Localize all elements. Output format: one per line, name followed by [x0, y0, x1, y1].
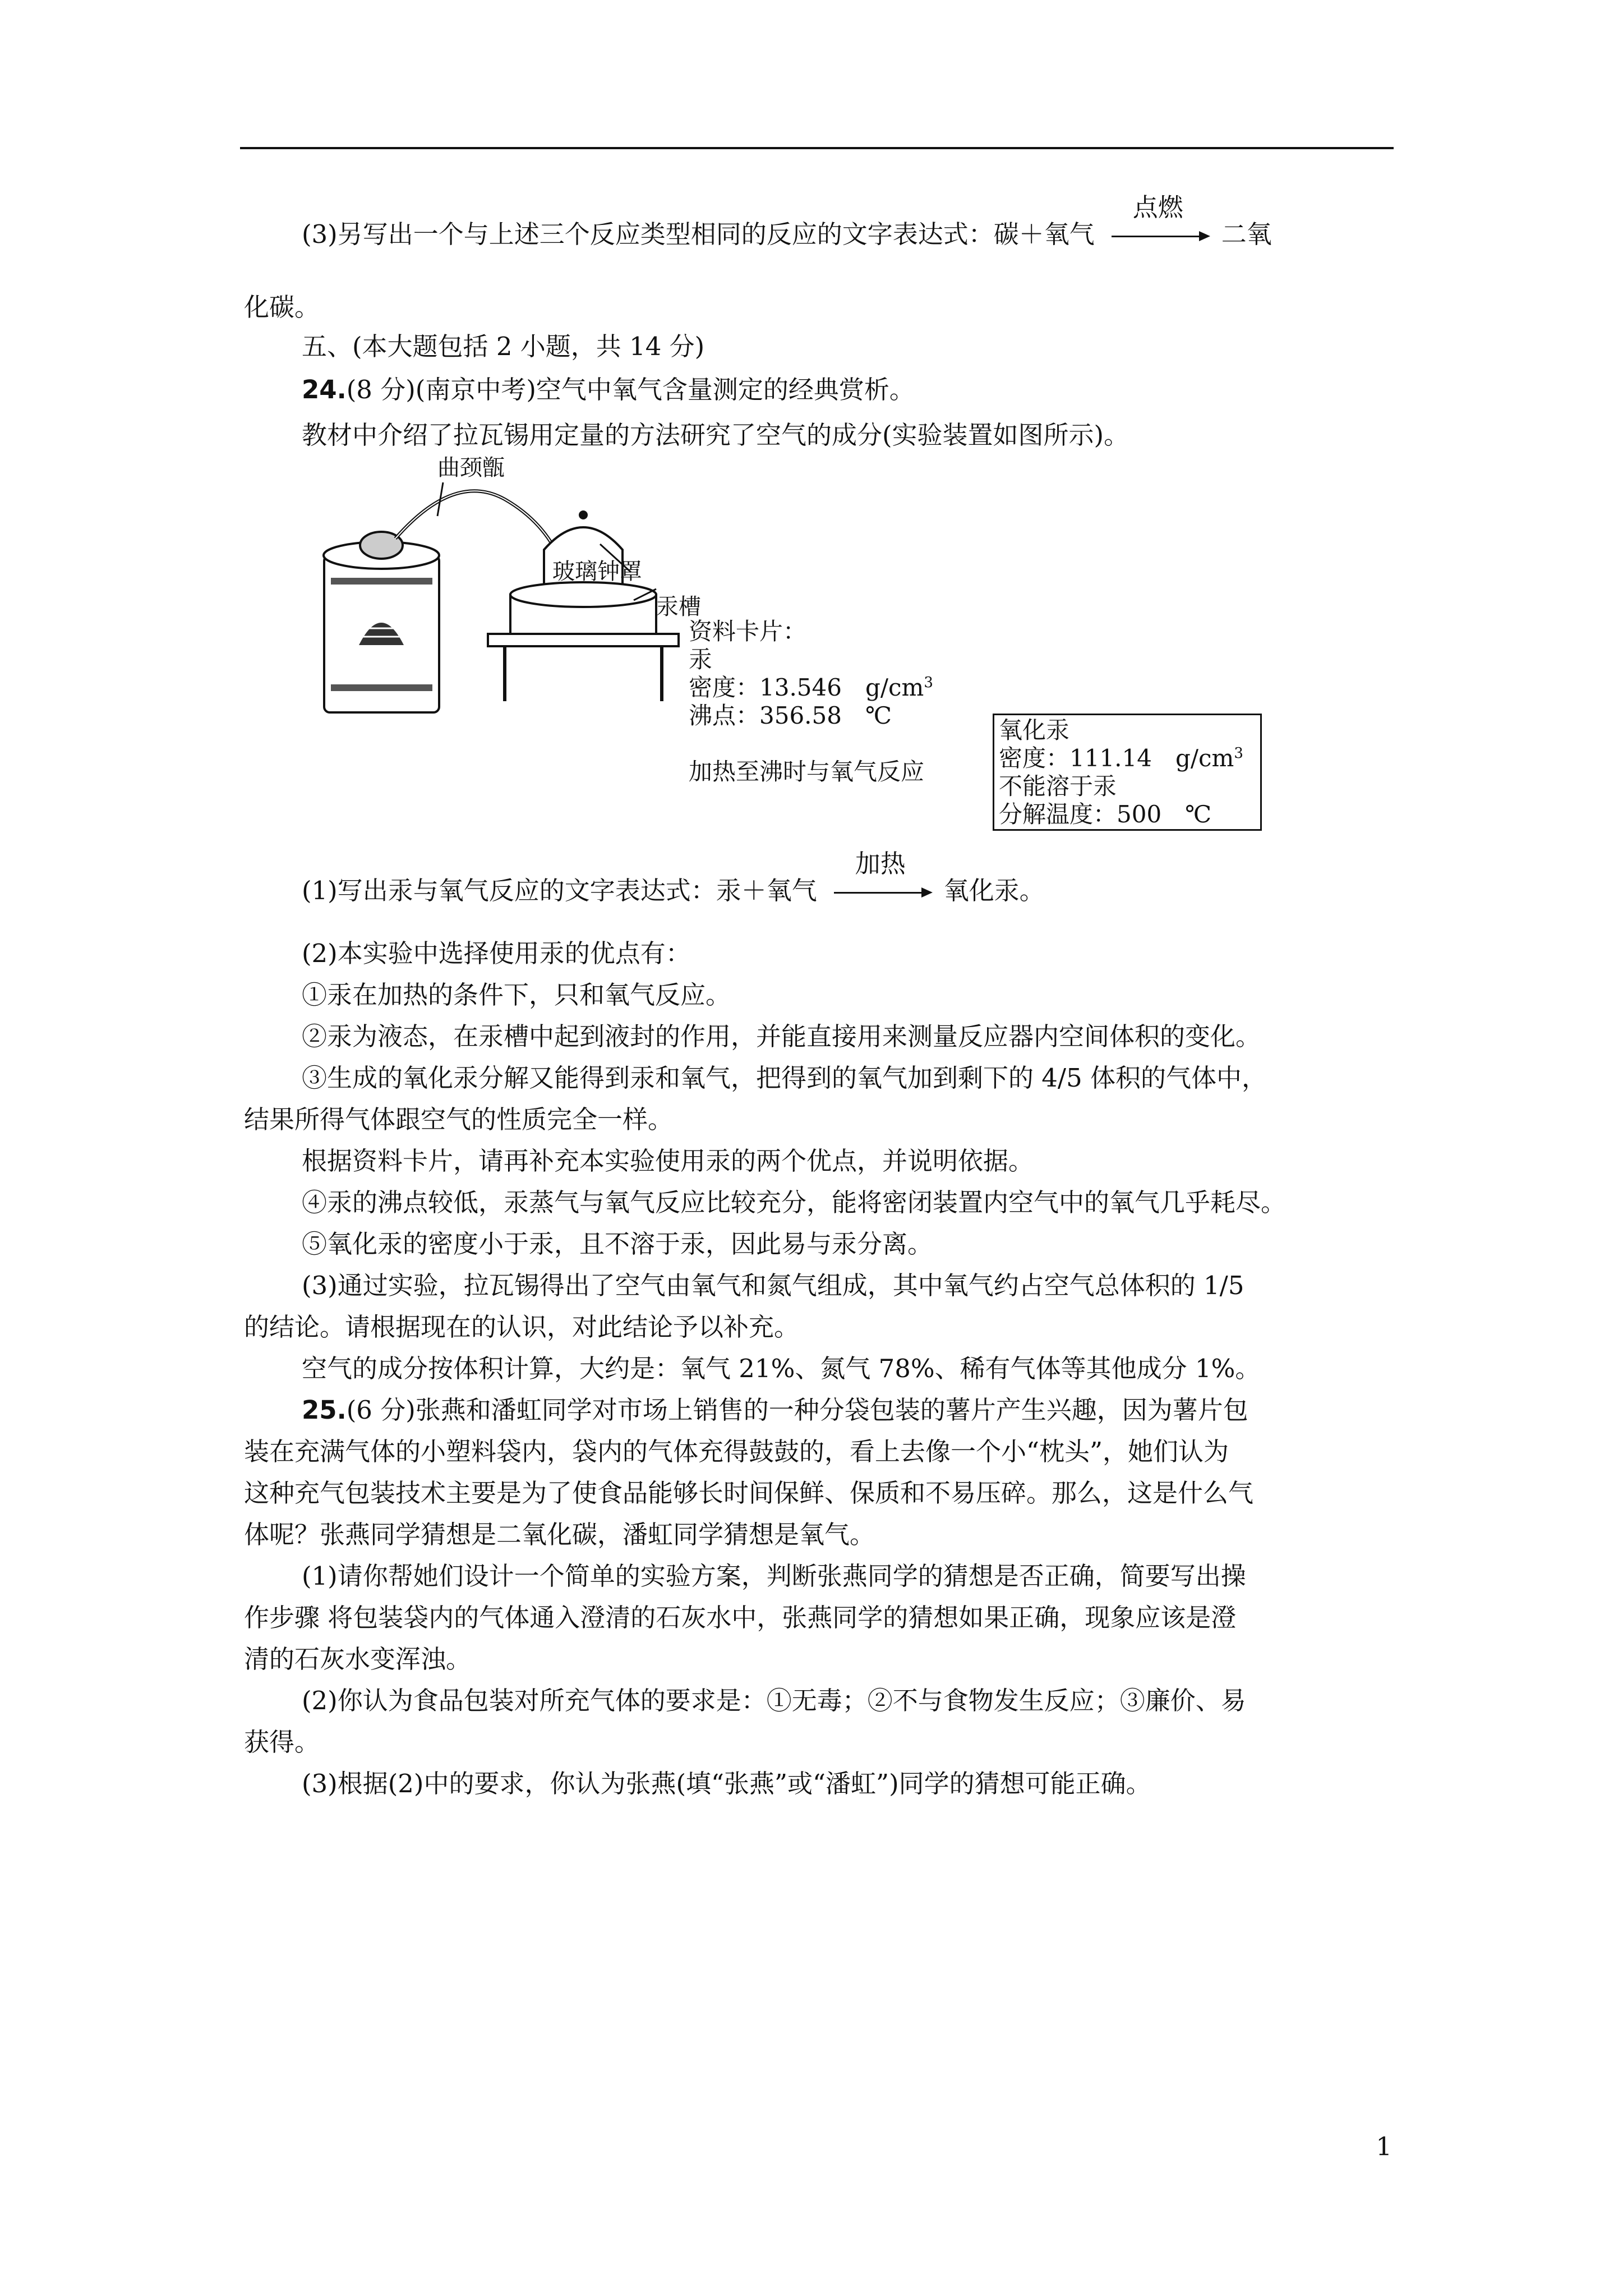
card-mercury: 汞 — [689, 646, 713, 673]
reaction-arrow: 加热 — [827, 875, 934, 907]
label-furnace: 火炉 — [365, 660, 394, 677]
oxide-density: 密度：111.14 $g/cm^3$ — [999, 744, 1243, 772]
page-number: 1 — [1376, 2132, 1392, 2161]
q25-part1c: 清的石灰水变浑浊。 — [244, 1644, 472, 1674]
q24-part3-answer: 空气的成分按体积计算，大约是：氧气 21%、氮气 78%、稀有气体等其他成分 1%。 — [302, 1354, 1261, 1383]
card-density: 密度：13.546 $g/cm^3$ — [689, 674, 933, 701]
reaction-arrow: 点燃 — [1105, 219, 1211, 250]
q24-part3a: (3)通过实验，拉瓦锡得出了空气由氧气和氮气组成，其中氧气约占空气总体积的 1/5 — [302, 1271, 1244, 1300]
q25-part3: (3)根据(2)中的要求，你认为张燕(填“张燕”或“潘虹”)同学的猜想可能正确。 — [302, 1769, 1151, 1798]
mercury-oxide-box — [993, 714, 1262, 831]
card-heat-reaction: 加热至沸时与氧气反应 — [689, 758, 925, 785]
q25-line3: 这种充气包装技术主要是为了使食品能够长时间保鲜、保质和不易压碎。那么，这是什么气 — [244, 1478, 1254, 1508]
q24-advantage-5: ⑤氧化汞的密度小于汞，且不溶于汞，因此易与汞分离。 — [302, 1229, 933, 1259]
q24-advantage-3b: 结果所得气体跟空气的性质完全一样。 — [244, 1105, 674, 1134]
label-bell-jar: 玻璃钟罩 — [552, 559, 642, 585]
q25-line4: 体呢？张燕同学猜想是二氧化碳，潘虹同学猜想是氧气。 — [244, 1520, 875, 1549]
q24-advantage-4: ④汞的沸点较低，汞蒸气与氧气反应比较充分，能将密闭装置内空气中的氧气几乎耗尽。 — [302, 1188, 1287, 1217]
q24-part1: (1)写出汞与氧气反应的文字表达式：汞＋氧气 加热 氧化汞。 — [302, 849, 1045, 905]
q23-part3-line1: (3)另写出一个与上述三个反应类型相同的反应的文字表达式：碳＋氧气 点燃 二氧 — [302, 192, 1272, 249]
header-rule — [240, 147, 1394, 149]
q24-heading: 24.(8 分)(南京中考)空气中氧气含量测定的经典赏析。 — [302, 375, 915, 404]
q24-part2: (2)本实验中选择使用汞的优点有： — [302, 938, 691, 968]
q25-part2a: (2)你认为食品包装对所充气体的要求是：①无毒；②不与食物发生反应；③廉价、易 — [302, 1686, 1246, 1715]
oxide-insoluble: 不能溶于汞 — [999, 772, 1117, 800]
q25-line2: 装在充满气体的小塑料袋内，袋内的气体充得鼓鼓的，看上去像一个小“枕头”，她们认为 — [244, 1437, 1229, 1466]
q24-advantage-3a: ③生成的氧化汞分解又能得到汞和氧气，把得到的氧气加到剩下的 4/5 体积的气体中， — [302, 1063, 1267, 1093]
label-trough: 汞槽 — [656, 594, 701, 620]
q25-line1: 25.(6 分)张燕和潘虹同学对市场上销售的一种分袋包装的薯片产生兴趣，因为薯片包 — [302, 1395, 1248, 1425]
q25-part1a: (1)请你帮她们设计一个简单的实验方案，判断张燕同学的猜想是否正确，简要写出操 — [302, 1561, 1246, 1591]
q24-intro: 教材中介绍了拉瓦锡用定量的方法研究了空气的成分(实验装置如图所示)。 — [302, 420, 1129, 450]
q24-part3b: 的结论。请根据现在的认识，对此结论予以补充。 — [244, 1312, 800, 1342]
card-boiling-point: 沸点：356.58 ℃ — [689, 702, 892, 729]
oxide-decomp: 分解温度：500 ℃ — [999, 800, 1212, 828]
card-title: 资料卡片： — [689, 618, 807, 645]
label-retort: 曲颈甑 — [437, 455, 505, 481]
oxide-name: 氧化汞 — [999, 716, 1070, 744]
q25-part2b: 获得。 — [244, 1727, 320, 1757]
q24-supplement: 根据资料卡片，请再补充本实验使用汞的两个优点，并说明依据。 — [302, 1146, 1034, 1176]
q24-advantage-2: ②汞为液态，在汞槽中起到液封的作用，并能直接用来测量反应器内空间体积的变化。 — [302, 1022, 1261, 1051]
q23-part3-line2: 化碳。 — [244, 292, 320, 322]
q24-advantage-1: ①汞在加热的条件下，只和氧气反应。 — [302, 980, 731, 1010]
section-heading: 五、(本大题包括 2 小题，共 14 分) — [302, 332, 705, 361]
q25-part1b: 作步骤 将包装袋内的气体通入澄清的石灰水中，张燕同学的猜想如果正确，现象应该是澄 — [244, 1603, 1237, 1632]
lavoisier-apparatus-figure — [320, 455, 712, 720]
